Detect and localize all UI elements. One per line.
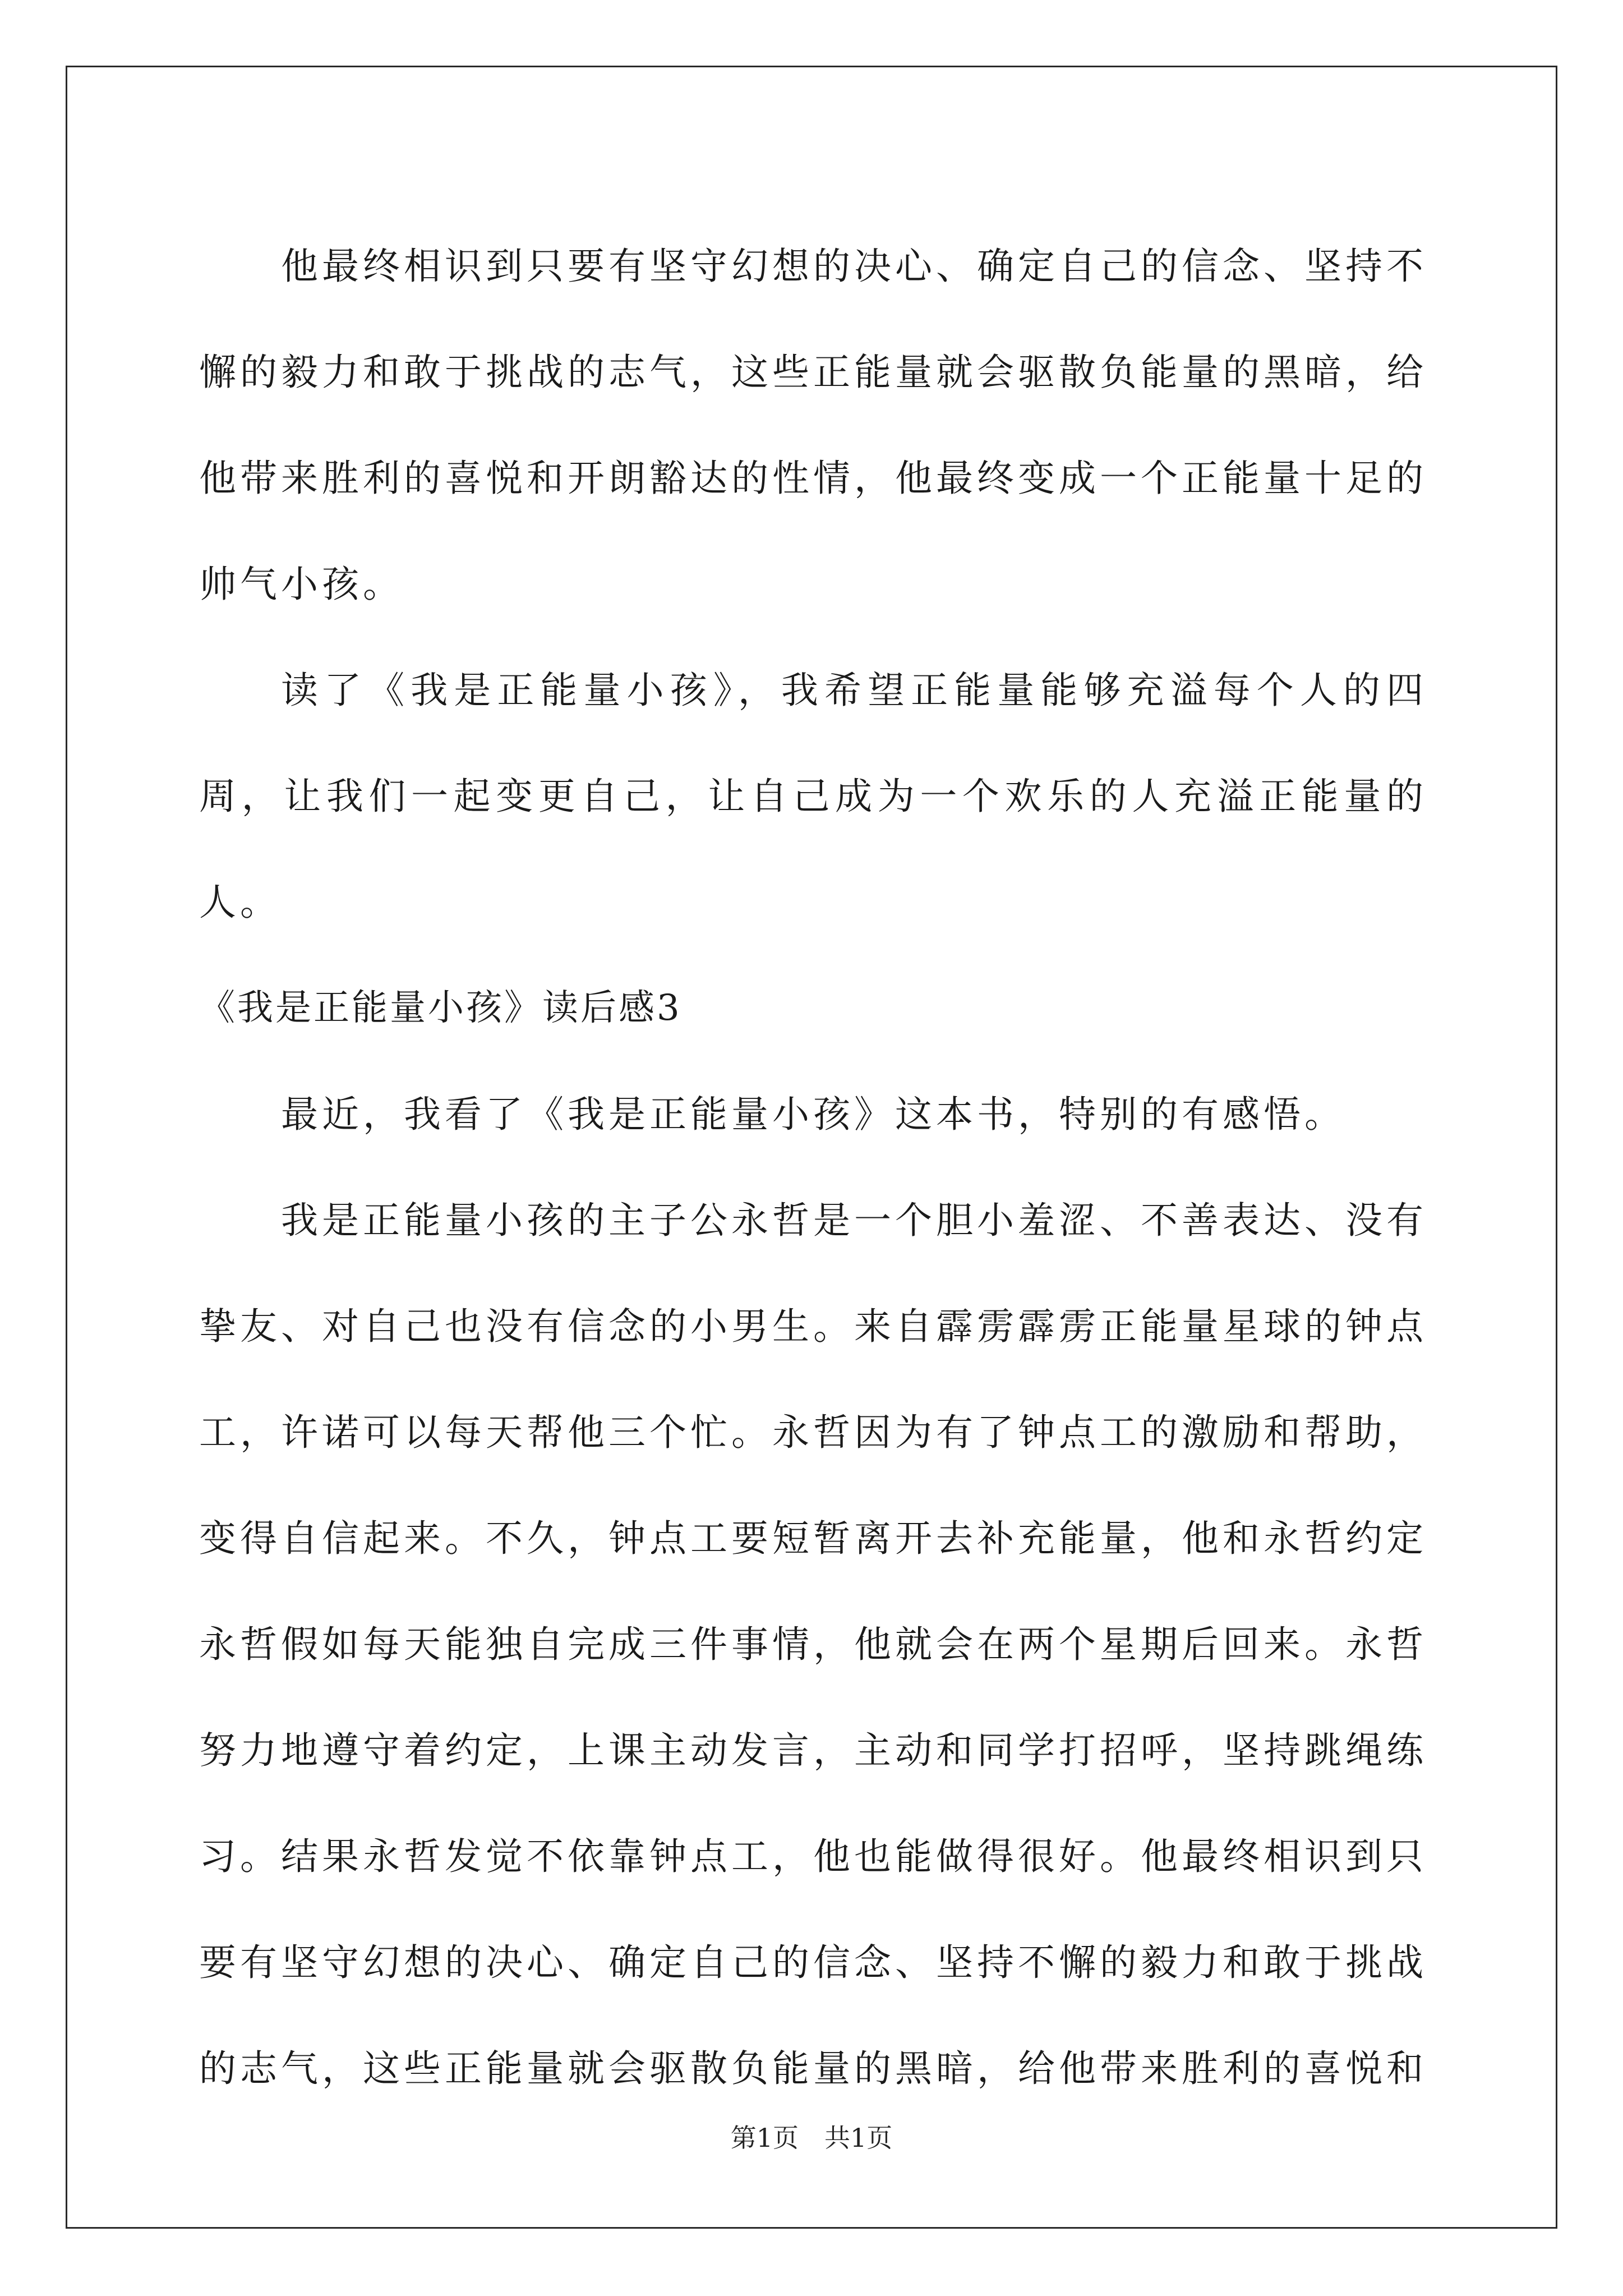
paragraph-1: 他最终相识到只要有坚守幻想的决心、确定自己的信念、坚持不懈的毅力和敢于挑战的志气，这些正能量就会驱散负能量的黑暗，给他带来胜利的喜悦和开朗豁达的性情，他最终变成一个正能量十足的帅气小孩。 <box>199 245 1427 606</box>
page-number: 第1页 <box>730 2123 799 2153</box>
paragraph-2: 读了《我是正能量小孩》，我希望正能量能够充溢每个人的四周，让我们一起变更自己，让自己成为一个欢乐的人充溢正能量的人。 <box>199 669 1427 924</box>
page-total: 共1页 <box>824 2123 893 2153</box>
paragraph-3: 最近，我看了《我是正能量小孩》这本书，特别的有感悟。 <box>281 1093 1345 1136</box>
document-body <box>199 213 1427 2122</box>
page-footer <box>0 2118 1623 2155</box>
section-heading: 《我是正能量小孩》读后感3 <box>199 987 682 1029</box>
paragraph-4: 我是正能量小孩的主子公永哲是一个胆小羞涩、不善表达、没有挚友、对自己也没有信念的小男生。来自霹雳霹雳正能量星球的钟点工，许诺可以每天帮他三个忙。永哲因为有了钟点工的激励和帮助，变得自信起来。不久，钟点工要短暂离开去补充能量，他和永哲约定永哲假如每天能独自完成三件事情，他就会在两个星期后回来。永哲努力地遵守着约定，上课主动发言，主动和同学打招呼，坚持跳绳练习。结果永哲发觉不依靠钟点工，他也能做得很好。他最终相识到只要有坚守幻想的决心、确定自己的信念、坚持不懈的毅力和敢于挑战的志气，这些正能量就会驱散负能量的黑暗，给他带来胜利的喜悦和 <box>199 1199 1427 2090</box>
